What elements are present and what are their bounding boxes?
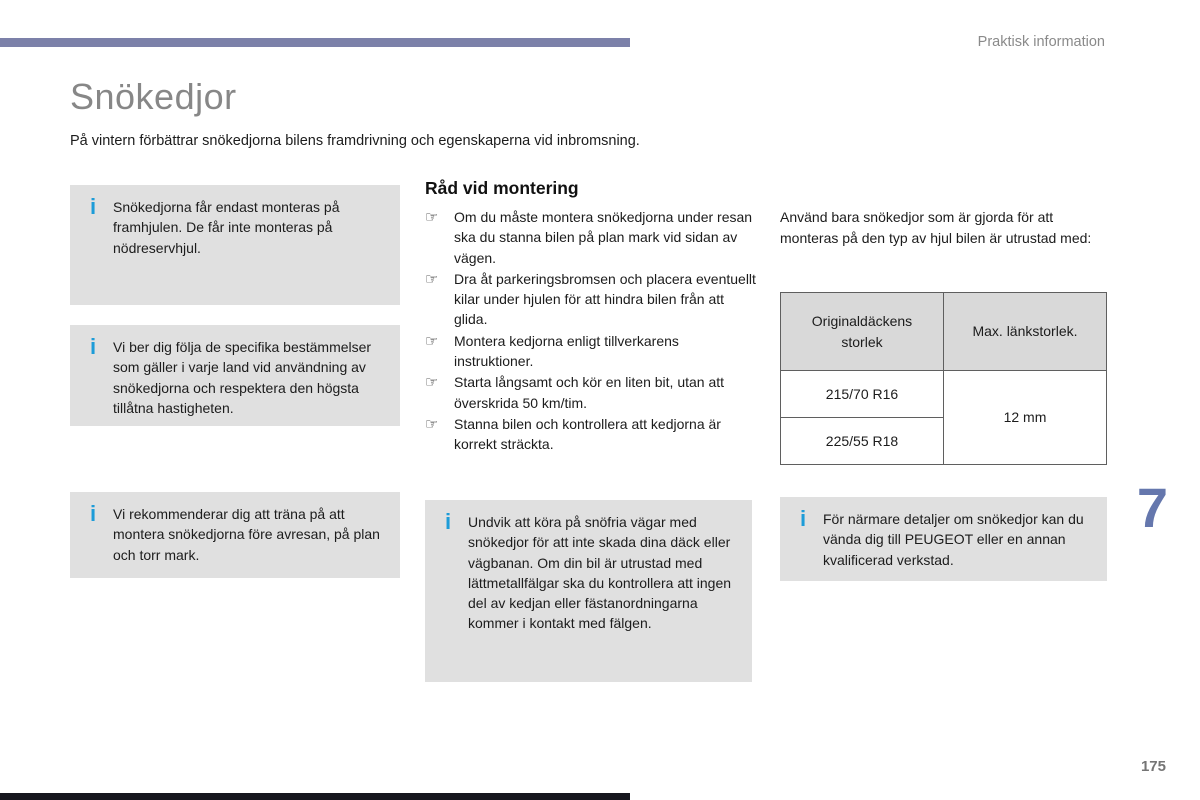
page-title: Snökedjor: [70, 76, 237, 117]
advice-heading: Råd vid montering: [425, 178, 579, 198]
advice-list: [425, 207, 757, 456]
info-icon: i: [799, 506, 807, 531]
pointing-hand-icon: ☞: [425, 414, 439, 433]
table-cell-tire-size-2: 225/55 R18: [781, 418, 944, 465]
chapter-number: 7: [1136, 476, 1168, 539]
info-box-practice: [70, 492, 400, 578]
pointing-hand-icon: ☞: [425, 269, 439, 288]
page-intro-text: På vintern förbättrar snökedjorna bilens framdrivning och egenskaperna vid inbromsning.: [70, 133, 640, 149]
info-box-regulations: [70, 325, 400, 426]
advice-list-item: [425, 372, 757, 413]
top-accent-bar: [0, 38, 630, 47]
info-box-text: Vi rekommenderar dig att träna på att montera snökedjorna före avresan, på plan och torr mark.: [113, 506, 380, 563]
table-header-row: [781, 293, 1107, 371]
info-box-text: För närmare detaljer om snökedjor kan du vända dig till PEUGEOT eller en annan kvalificerad verkstad.: [823, 511, 1084, 568]
table-header-tire-size: Originaldäckens storlek: [781, 293, 944, 371]
advice-item-text: Montera kedjorna enligt tillverkarens instruktioner.: [454, 332, 679, 370]
advice-list-item: [425, 269, 757, 330]
advice-item-text: Stanna bilen och kontrollera att kedjorna är korrekt sträckta.: [454, 415, 721, 453]
pointing-hand-icon: ☞: [425, 331, 439, 350]
info-box-peugeot-dealer: [780, 497, 1107, 581]
table-row: [781, 371, 1107, 418]
table-header-link-size: Max. länkstorlek.: [944, 293, 1107, 371]
table-cell-link-size: 12 mm: [944, 371, 1107, 465]
info-box-text: Snökedjorna får endast monteras på framhjulen. De får inte monteras på nödreservhjul.: [113, 199, 340, 256]
advice-list-item: [425, 414, 757, 455]
info-icon: i: [89, 501, 97, 526]
pointing-hand-icon: ☞: [425, 208, 439, 226]
chain-size-table: [780, 292, 1107, 465]
info-box-text: Vi ber dig följa de specifika bestämmelser som gäller i varje land vid användning av snökedjorna och respektera den högsta tillåtna hastigheten.: [113, 339, 372, 416]
advice-item-text: Dra åt parkeringsbromsen och placera eventuellt kilar under hjulen för att hindra bilen från att glida.: [454, 270, 756, 328]
pointing-hand-icon: ☞: [425, 373, 439, 392]
info-icon: i: [444, 509, 452, 534]
info-icon: i: [89, 334, 97, 359]
wheel-type-intro-text: Använd bara snökedjor som är gjorda för att monteras på den typ av hjul bilen är utrustad med:: [780, 209, 1092, 246]
table-cell-tire-size-1: 215/70 R16: [781, 371, 944, 418]
info-box-text: Undvik att köra på snöfria vägar med snökedjor för att inte skada dina däck eller vägbanan. Om din bil är utrustad med lättmetallfälgar ska du kontrollera att ingen del av kedjan eller fästanordningarna kommer i kontakt med fälgen.: [468, 514, 732, 632]
advice-list-item: [425, 207, 757, 268]
advice-item-text: Starta långsamt och kör en liten bit, utan att överskrida 50 km/tim.: [454, 374, 725, 411]
page-number: 175: [1140, 758, 1166, 775]
advice-list-item: [425, 331, 757, 372]
info-box-avoid-bare-roads: [425, 500, 752, 682]
bottom-accent-bar: [0, 793, 630, 800]
info-icon: i: [89, 194, 97, 219]
advice-item-text: Om du måste montera snökedjorna under resan ska du stanna bilen på plan mark vid sidan av vägen.: [454, 209, 753, 266]
info-box-front-wheels: [70, 185, 400, 305]
section-header-label: Praktisk information: [977, 34, 1105, 50]
